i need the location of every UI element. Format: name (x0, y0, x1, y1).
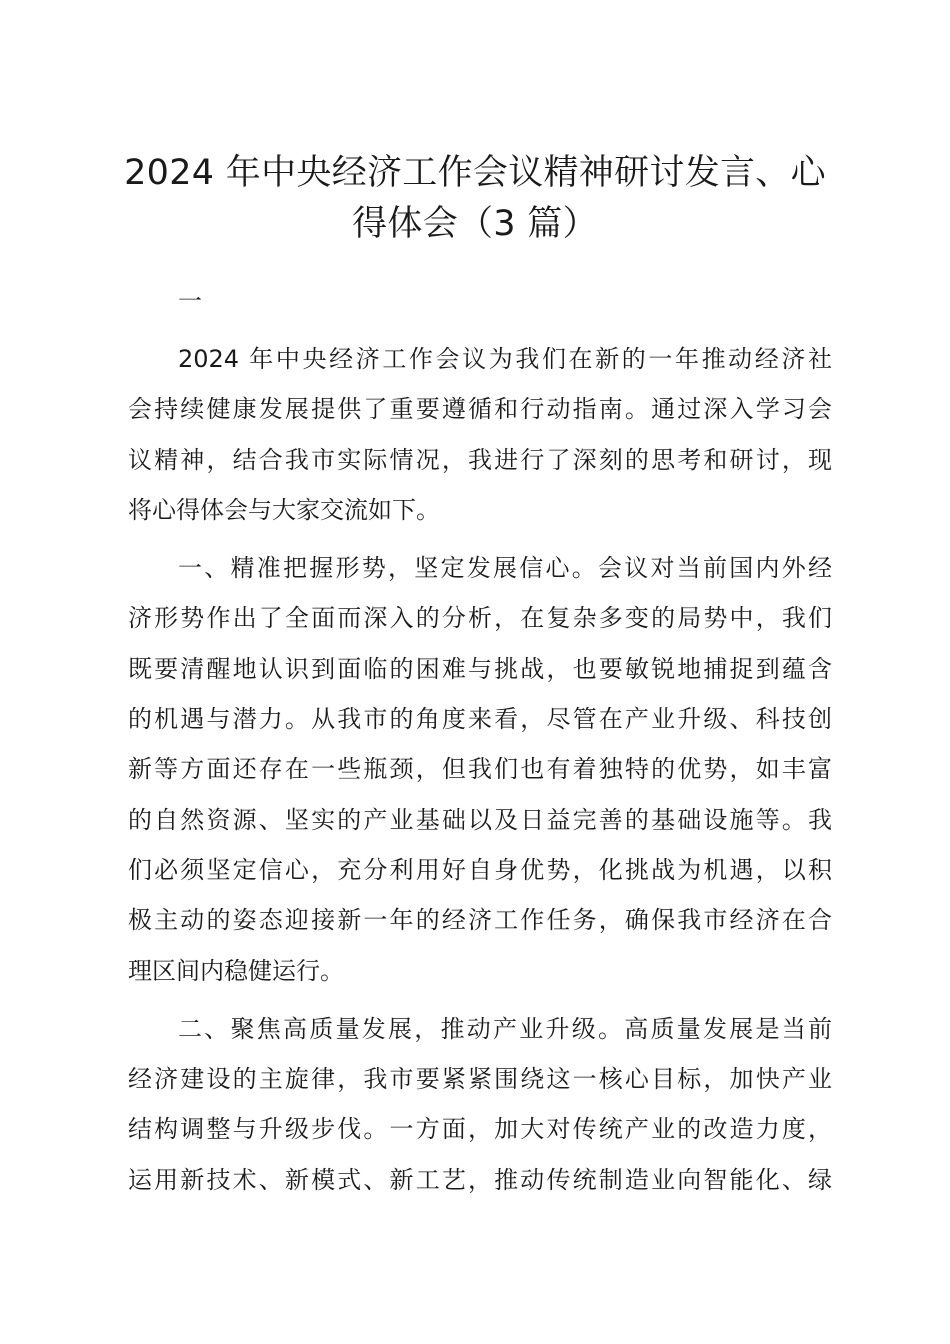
paragraph-line: 结构调整与升级步伐。一方面，加大对传统产业的改造力度， (128, 1115, 832, 1144)
paragraph-point-two (128, 1004, 832, 1205)
paragraph-line: 济形势作出了全面而深入的分析，在复杂多变的局势中，我们 (128, 604, 832, 633)
paragraph-line: 2024 年中央经济工作会议为我们在新的一年推动经济社 (178, 345, 832, 373)
document-title (118, 148, 832, 250)
paragraph-line: 新等方面还存在一些瓶颈，但我们也有着独特的优势，如丰富 (128, 755, 832, 784)
paragraph-line: 二、聚焦高质量发展，推动产业升级。高质量发展是当前 (178, 1014, 832, 1043)
paragraph-line: 会持续健康发展提供了重要遵循和行动指南。通过深入学习会 (128, 395, 832, 424)
paragraph-line: 将心得体会与大家交流如下。 (128, 495, 440, 524)
title-line-2: 得体会（3 篇） (352, 204, 598, 244)
title-line-1: 2024 年中央经济工作会议精神研讨发言、心 (124, 153, 826, 193)
paragraph-intro (128, 334, 832, 535)
paragraph-line: 的自然资源、坚实的产业基础以及日益完善的基础设施等。我 (128, 805, 832, 834)
paragraph-line: 们必须坚定信心，充分利用好自身优势，化挑战为机遇，以积 (128, 855, 832, 884)
paragraph-line: 经济建设的主旋律，我市要紧紧围绕这一核心目标，加快产业 (128, 1065, 832, 1094)
paragraph-point-one (128, 543, 832, 996)
paragraph-line: 理区间内稳健运行。 (128, 956, 344, 985)
section-number: 一 (178, 287, 202, 315)
document-body (128, 334, 832, 1213)
paragraph-line: 议精神，结合我市实际情况，我进行了深刻的思考和研讨，现 (128, 445, 832, 474)
paragraph-line: 既要清醒地认识到面临的困难与挑战，也要敏锐地捕捉到蕴含 (128, 654, 832, 683)
paragraph-line: 运用新技术、新模式、新工艺，推动传统制造业向智能化、绿 (128, 1165, 832, 1194)
paragraph-line: 极主动的姿态迎接新一年的经济工作任务，确保我市经济在合 (128, 906, 832, 935)
paragraph-line: 的机遇与潜力。从我市的角度来看，尽管在产业升级、科技创 (128, 705, 832, 734)
paragraph-line: 一、精准把握形势，坚定发展信心。会议对当前国内外经 (178, 554, 832, 583)
